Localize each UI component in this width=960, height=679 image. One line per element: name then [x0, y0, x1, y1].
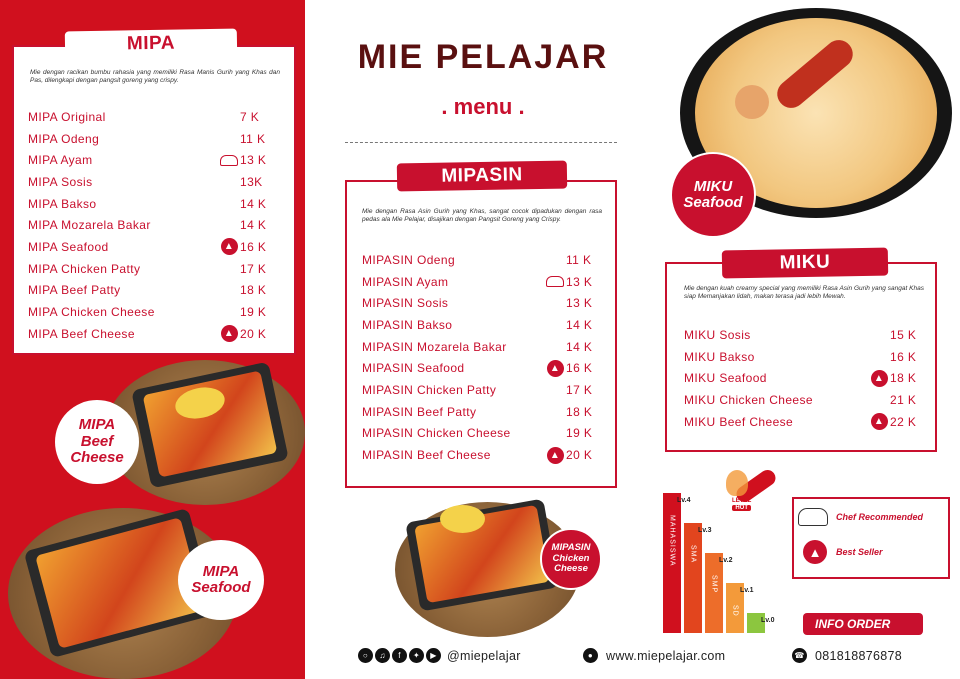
menu-item-name: MIPASIN Mozarela Bakar	[362, 339, 507, 354]
menu-item-name: MIPA Beef Patty	[28, 283, 121, 298]
menu-item	[362, 401, 604, 423]
menu-item-badge	[544, 276, 566, 287]
level-name: TK	[752, 635, 760, 646]
level-label: Lv.1	[740, 587, 754, 594]
menu-item	[28, 128, 278, 150]
menu-item	[28, 236, 278, 258]
thumbs-up-icon: ▲	[871, 370, 888, 387]
menu-item-name: MIPASIN Seafood	[362, 361, 465, 376]
level-name: SMP	[710, 575, 718, 594]
level-bar	[663, 493, 681, 633]
menu-item	[362, 314, 604, 336]
phone-text: 081818876878	[815, 648, 903, 663]
menu-item-name: MIPASIN Ayam	[362, 274, 449, 289]
whatsapp-icon: ☎	[792, 648, 807, 663]
thumbs-up-icon: ▲	[221, 238, 238, 255]
brand-title: MIE PELAJAR	[357, 38, 609, 76]
menu-item-price: 19 K	[566, 426, 593, 441]
menu-item-name: MIPA Sosis	[28, 174, 93, 189]
menu-item	[684, 324, 928, 346]
legend-best-label: Best Seller	[836, 547, 883, 557]
menu-item-name: MIKU Seafood	[684, 371, 767, 386]
menu-item-price: 19 K	[240, 305, 267, 320]
menu-item-price: 14 K	[566, 339, 593, 354]
website-text: www.miepelajar.com	[606, 648, 726, 663]
menu-item-name: MIPASIN Odeng	[362, 252, 456, 267]
menu-item-badge	[218, 155, 240, 166]
menu-item-price: 20 K	[566, 448, 593, 463]
chef-hat-icon	[798, 508, 828, 526]
menu-item-badge	[544, 360, 566, 377]
level-bar	[705, 553, 723, 633]
menu-item-price: 11 K	[240, 131, 266, 146]
menu-item-price: 18 K	[566, 404, 593, 419]
menu-item-name: MIPA Odeng	[28, 131, 100, 146]
menu-item	[362, 249, 604, 271]
level-name: MAHASISWA	[668, 515, 676, 567]
level-name: SD	[731, 605, 739, 617]
mipasin-title: MIPASIN	[397, 161, 567, 192]
dot: .	[441, 94, 454, 119]
menu-item-name: MIKU Chicken Cheese	[684, 392, 813, 407]
level-hot-text	[732, 498, 751, 511]
info-order-button[interactable]: INFO ORDER	[803, 613, 923, 635]
menu-item-price: 21 K	[890, 392, 917, 407]
menu-item-price: 7 K	[240, 109, 260, 124]
menu-item-price: 14 K	[240, 196, 267, 211]
menu-item	[684, 411, 928, 433]
label-line: Cheese	[70, 449, 124, 467]
menu-item	[28, 214, 278, 236]
mipasin-chicken-cheese-label	[540, 528, 602, 590]
tiktok-icon[interactable]: ♫	[375, 648, 390, 663]
menu-item-name: MIKU Sosis	[684, 327, 751, 342]
thumbs-up-icon: ▲	[871, 413, 888, 430]
menu-item-name: MIPA Seafood	[28, 239, 109, 254]
menu-item	[362, 357, 604, 379]
social-handle-text: @miepelajar	[447, 648, 521, 663]
level-bar	[684, 523, 702, 633]
menu-item-price: 22 K	[890, 414, 917, 429]
menu-item-price: 16 K	[890, 349, 917, 364]
menu-item	[28, 106, 278, 128]
menu-item-price: 16 K	[566, 361, 593, 376]
menu-item	[362, 444, 604, 466]
hot-text: HOT	[732, 505, 751, 512]
label-line: Seafood	[683, 194, 743, 211]
label-line: MIPA	[202, 562, 240, 580]
phone[interactable]	[792, 648, 902, 663]
legend-chef-label: Chef Recommended	[836, 512, 924, 522]
mipa-title: MIPA	[65, 29, 237, 60]
menu-item-name: MIPA Chicken Patty	[28, 261, 141, 276]
chef-hat-icon	[546, 276, 564, 287]
miku-description: Mie dengan kuah creamy special yang memiliki Rasa Asin Gurih yang sangat Khas siap Memanjakan lidah, makan terasa jadi lebih Mewah.	[684, 285, 924, 301]
level-text: LEVEL	[732, 498, 752, 504]
mipa-beef-cheese-label	[55, 400, 139, 484]
menu-item-price: 18 K	[890, 371, 917, 386]
menu-item	[28, 323, 278, 345]
label-line: Beef	[80, 432, 114, 450]
fishball	[735, 85, 769, 119]
menu-item-badge	[218, 325, 240, 342]
menu-item-price: 15 K	[890, 327, 917, 342]
menu-item-name: MIPASIN Beef Patty	[362, 404, 477, 419]
menu-item	[28, 149, 278, 171]
label-line: Cheese	[554, 563, 588, 575]
level-label: Lv.0	[761, 617, 775, 624]
menu-item-badge	[544, 447, 566, 464]
level-label: Lv.3	[698, 527, 712, 534]
cheese-topping	[440, 505, 485, 533]
facebook-icon[interactable]: f	[392, 648, 407, 663]
menu-item	[362, 292, 604, 314]
menu-item-name: MIPASIN Chicken Cheese	[362, 426, 511, 441]
menu-item-name: MIKU Beef Cheese	[684, 414, 794, 429]
menu-item	[684, 367, 928, 389]
menu-item	[684, 389, 928, 411]
menu-item	[362, 336, 604, 358]
website[interactable]	[583, 648, 725, 663]
menu-item	[28, 171, 278, 193]
menu-item-name: MIPA Bakso	[28, 196, 97, 211]
label-line: Seafood	[191, 579, 251, 596]
level-label: Lv.4	[677, 497, 691, 504]
level-label: Lv.2	[719, 557, 733, 564]
menu-item	[362, 379, 604, 401]
brand-subtitle	[338, 94, 628, 120]
menu-item-price: 14 K	[240, 218, 267, 233]
thumbs-up-icon: ▲	[547, 447, 564, 464]
menu-item-badge	[218, 238, 240, 255]
label-line: Chicken	[552, 552, 590, 564]
menu-item-name: MIPA Original	[28, 109, 106, 124]
menu-item-name: MIPASIN Sosis	[362, 296, 449, 311]
menu-item-price: 11 K	[566, 252, 592, 267]
menu-word: menu	[453, 94, 513, 119]
instagram-icon[interactable]: ○	[358, 648, 373, 663]
level-name: SMA	[689, 545, 697, 564]
menu-item	[684, 346, 928, 368]
hot-level-badge	[726, 470, 781, 518]
menu-item-name: MIKU Bakso	[684, 349, 755, 364]
menu-item-price: 13 K	[566, 274, 593, 289]
thumbs-up-icon: ▲	[547, 360, 564, 377]
menu-item-price: 18 K	[240, 283, 267, 298]
twitter-icon[interactable]: ✦	[409, 648, 424, 663]
menu-item-name: MIPA Chicken Cheese	[28, 305, 155, 320]
youtube-icon[interactable]: ▶	[426, 648, 441, 663]
mipasin-description: Mie dengan Rasa Asin Gurih yang Khas, sangat cocok dipadukan dengan rasa pedas ala Mie Pelajar, disajikan dengan Pangsit Goreng yang Crispy.	[362, 208, 602, 224]
menu-item-price: 17 K	[566, 382, 593, 397]
menu-item-price: 13 K	[240, 153, 267, 168]
menu-item-price: 13K	[240, 174, 263, 189]
miku-seafood-label	[670, 152, 756, 238]
miku-list	[684, 324, 928, 432]
thumbs-up-icon: ▲	[221, 325, 238, 342]
mipa-description: Mie dengan racikan bumbu rahasia yang memiliki Rasa Manis Gurih yang Khas dan Pas, dilengkapi dengan pangsit goreng yang crispy.	[30, 69, 280, 85]
mipa-list	[28, 106, 278, 345]
thumbs-up-icon: ▲	[803, 540, 827, 564]
menu-item	[28, 193, 278, 215]
menu-item-name: MIPA Ayam	[28, 153, 93, 168]
label-line: MIPA	[78, 416, 116, 434]
dot: .	[512, 94, 525, 119]
menu-item-price: 17 K	[240, 261, 267, 276]
menu-item-price: 20 K	[240, 326, 267, 341]
menu-item-name: MIPA Mozarela Bakar	[28, 218, 151, 233]
miku-title: MIKU	[722, 248, 888, 279]
menu-item	[28, 301, 278, 323]
label-line: MIPASIN	[551, 542, 591, 554]
social-handle[interactable]	[358, 648, 521, 663]
menu-item	[28, 280, 278, 302]
menu-item-name: MIPASIN Beef Cheese	[362, 448, 491, 463]
menu-item	[28, 258, 278, 280]
menu-item	[362, 271, 604, 293]
flame-icon	[726, 470, 748, 496]
chef-hat-icon	[220, 155, 238, 166]
menu-item-badge	[868, 413, 890, 430]
menu-item-badge	[868, 370, 890, 387]
header-divider	[345, 142, 617, 143]
menu-item-price: 14 K	[566, 317, 593, 332]
menu-item-price: 13 K	[566, 296, 593, 311]
menu-item	[362, 423, 604, 445]
globe-icon: ●	[583, 648, 598, 663]
menu-item-name: MIPASIN Bakso	[362, 317, 453, 332]
mipasin-list	[362, 249, 604, 466]
mipa-seafood-label	[178, 540, 264, 620]
label-line: MIKU	[693, 177, 733, 195]
menu-item-price: 16 K	[240, 239, 267, 254]
menu-item-name: MIPASIN Chicken Patty	[362, 382, 497, 397]
menu-item-name: MIPA Beef Cheese	[28, 326, 135, 341]
